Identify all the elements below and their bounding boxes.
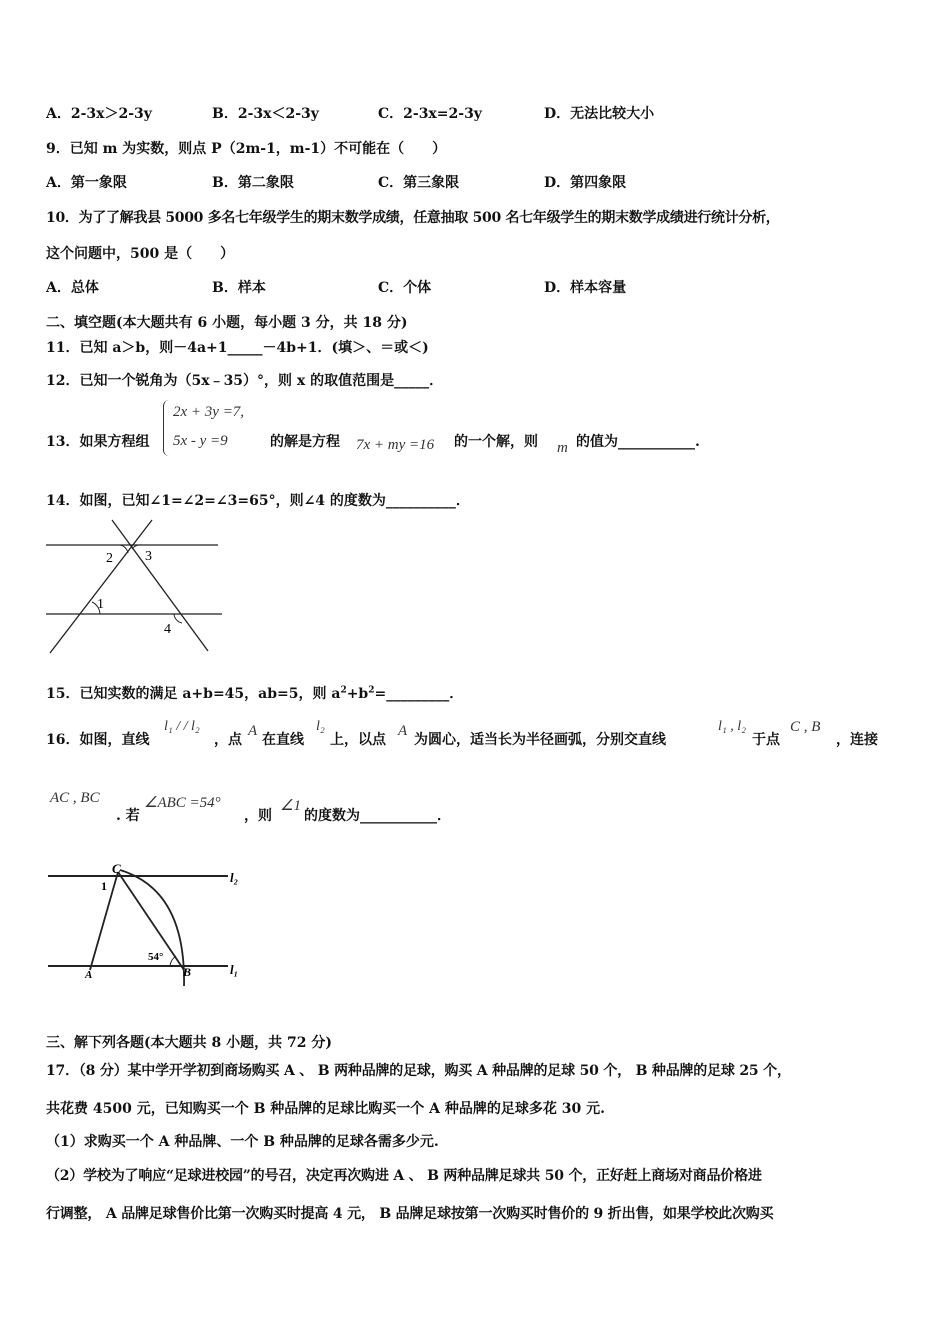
fig16-label-a: A	[85, 969, 93, 981]
fig16-label-b: B	[183, 965, 192, 979]
q16-angle-abc: ∠ABC =54°	[144, 795, 221, 811]
q16-line2c: 的度数为___________．	[304, 808, 451, 824]
fig16-label-54: 54°	[148, 951, 164, 963]
section-2-title: 二、填空题(本大题共有 6 小题，每小题 3 分，共 18 分)	[46, 315, 408, 331]
q16-line1c: 在直线	[262, 732, 304, 748]
q10-option-b: B．样本	[212, 280, 266, 296]
q10-option-c: C．个体	[378, 280, 432, 296]
q14-text: 14．如图，已知∠1=∠2=∠3=65°，则∠4 的度数为__________．	[46, 493, 470, 509]
q17-line2: 共花费 4500 元，已知购买一个 B 种品牌的足球比购买一个 A 种品牌的足球多花 30 元.	[46, 1101, 606, 1117]
fig14-arc-4	[174, 614, 182, 623]
fig14-transversal-left	[50, 520, 152, 653]
q9-text: 9．已知 m 为实数，则点 P（2m-1，m-1）不可能在（ ）	[46, 141, 447, 157]
q11-text: 11．已知 a＞b，则－4a+1_____－4b+1．(填＞、＝或＜)	[46, 340, 429, 356]
section-3-title: 三、解下列各题(本大题共 8 小题，共 72 分)	[46, 1035, 332, 1051]
q10-line2: 这个问题中，500 是（ ）	[46, 246, 235, 262]
system-brace	[163, 400, 170, 456]
q9-option-a: A．第一象限	[46, 175, 127, 191]
q15-sup1: 2	[340, 685, 347, 696]
q15-main: 15．已知实数的满足 a+b=45，ab=5，则 a	[46, 686, 341, 702]
q13-mid2: 的一个解，则	[454, 434, 538, 450]
figure-q14	[40, 515, 230, 660]
q15-end: =_________．	[374, 686, 464, 702]
q8-option-c: C．2-3x=2-3y	[378, 106, 482, 122]
q9-option-d: D．第四象限	[544, 175, 627, 191]
q8-option-a: A．2-3x＞2-3y	[46, 106, 152, 122]
fig16-label-1: 1	[101, 879, 107, 893]
q12-text: 12．已知一个锐角为（5x﹣35）°，则 x 的取值范围是_____．	[46, 373, 444, 389]
q16-l1l2b: l₁ , l₂	[718, 719, 747, 734]
q13-prefix: 13．如果方程组	[46, 434, 150, 450]
q16-line1d: 上，以点	[330, 732, 386, 748]
q10-option-a: A．总体	[46, 280, 99, 296]
fig14-label-3: 3	[145, 549, 152, 564]
q17-line5: 行调整， A 品牌足球售价比第一次购买时提高 4 元， B 品牌足球按第一次购买时售价的 9 折出售，如果学校此次购买	[46, 1206, 774, 1222]
q13-eq2: 5x - y =9	[173, 433, 228, 449]
q16-line1e: 为圆心，适当长为半径画弧，分别交直线	[414, 732, 666, 748]
q17-line1: 17．（8 分）某中学开学初到商场购买 A 、 B 两种品牌的足球，购买 A 种品牌的足球 50 个， B 种品牌的足球 25 个，	[46, 1063, 791, 1079]
fig14-label-1: 1	[97, 597, 104, 612]
q13-eq1: 2x + 3y =7,	[173, 404, 245, 420]
q9-option-b: B．第二象限	[212, 175, 294, 191]
q13-eq3: 7x + my =16	[356, 437, 435, 453]
fig16-label-c: C	[112, 861, 121, 876]
q10-option-d: D．样本容量	[544, 280, 627, 296]
fig14-label-4: 4	[164, 622, 171, 637]
q16-line1a: 16．如图，直线	[46, 732, 150, 748]
figure-q16	[40, 860, 255, 995]
q13-mid: 的解是方程	[270, 434, 340, 450]
fig16-arc	[120, 870, 184, 986]
q16-point-a: A	[248, 723, 258, 739]
fig16-label-l2: l₂	[230, 870, 239, 885]
q16-line2a: . 若	[116, 808, 140, 824]
q16-line1g: ，连接	[836, 732, 878, 748]
q15-plus: +b	[346, 686, 369, 702]
q17-line4: （2）学校为了响应“足球进校园”的号召，决定再次购进 A 、 B 两种品牌足球共 50 个，正好赶上商场对商品价格进	[46, 1168, 762, 1184]
q16-points-cb: C , B	[790, 719, 821, 735]
q8-option-d: D．无法比较大小	[544, 106, 655, 122]
q13-suffix: 的值为___________.	[576, 434, 700, 450]
fig14-transversal-right	[112, 520, 208, 651]
q16-line1f: 于点	[752, 732, 780, 748]
q16-l1l2: l₁ / / l₂	[164, 719, 200, 734]
q17-line3: （1）求购买一个 A 种品牌、一个 B 种品牌的足球各需多少元.	[46, 1134, 439, 1150]
q9-option-c: C．第三象限	[378, 175, 460, 191]
q16-point-a2: A	[398, 723, 408, 739]
q16-ac-bc: AC , BC	[50, 790, 100, 806]
q15-sup2: 2	[368, 685, 375, 696]
fig14-label-2: 2	[106, 551, 113, 566]
q16-line1b: ，点	[214, 732, 242, 748]
q13-var-m: m	[557, 440, 568, 456]
q8-option-b: B．2-3x＜2-3y	[212, 106, 319, 122]
q16-angle-1: ∠1	[280, 798, 301, 814]
q16-line2b: ，则	[244, 808, 272, 824]
q10-line1: 10．为了了解我县 5000 多名七年级学生的期末数学成绩，任意抽取 500 名七年级学生的期末数学成绩进行统计分析，	[46, 210, 780, 226]
fig16-label-l1: l₁	[230, 962, 239, 977]
q15-text	[46, 683, 463, 703]
q16-l2: l₂	[316, 719, 325, 734]
